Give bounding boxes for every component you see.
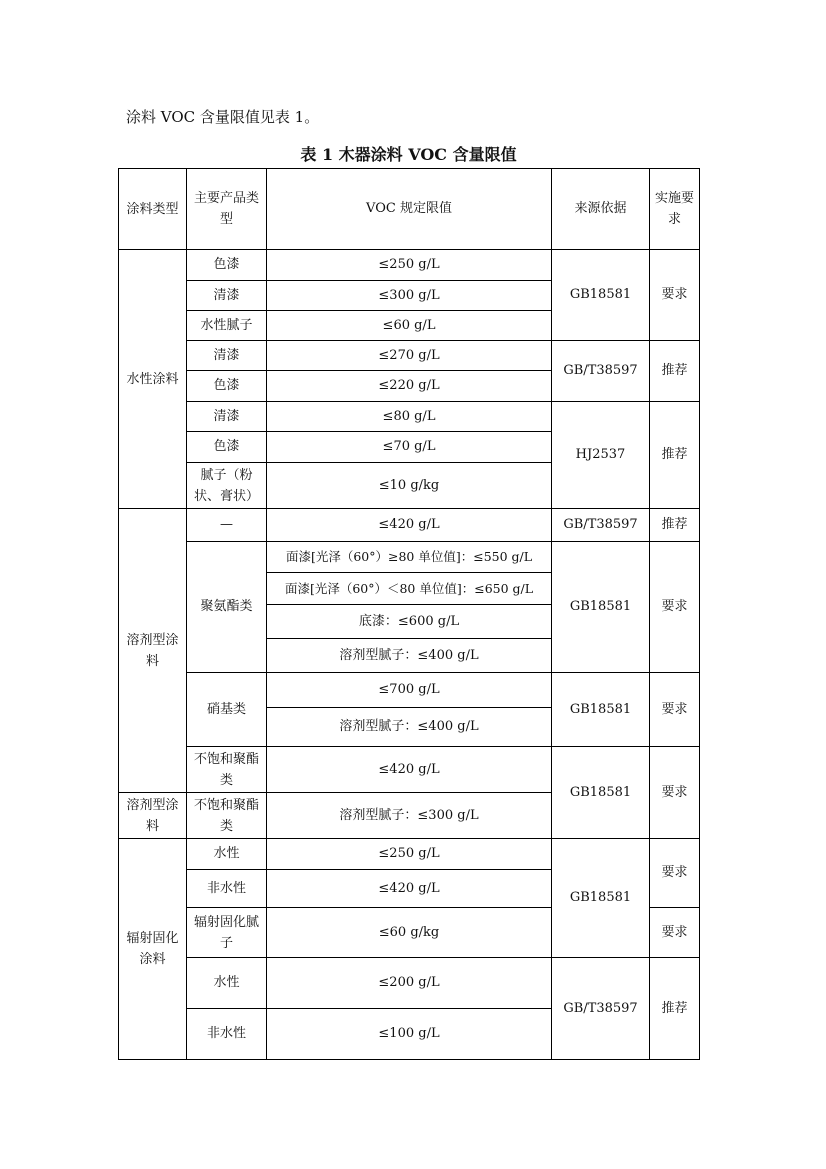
table-row: [119, 542, 700, 573]
product-cell: 色漆: [187, 250, 267, 281]
table-row: [119, 250, 700, 281]
header-row: [119, 169, 700, 250]
product-cell: 色漆: [187, 432, 267, 463]
requirement-cell: 要求: [650, 250, 700, 341]
limit-cell: ≤250 g/L: [267, 250, 552, 281]
limit-cell: 溶剂型腻子：≤400 g/L: [267, 639, 552, 673]
limit-cell: ≤200 g/L: [267, 958, 552, 1009]
header-source: 来源依据: [552, 169, 650, 250]
group-water: 水性涂料: [119, 250, 187, 509]
limit-cell: 面漆[光泽（60°）＜80 单位值]：≤650 g/L: [267, 573, 552, 605]
product-cell: 水性腻子: [187, 311, 267, 341]
table-row: [119, 341, 700, 371]
source-cell: GB/T38597: [552, 509, 650, 542]
limit-cell: 溶剂型腻子：≤300 g/L: [267, 793, 552, 839]
product-cell: 非水性: [187, 1009, 267, 1060]
source-cell: GB/T38597: [552, 341, 650, 402]
limit-cell: ≤420 g/L: [267, 747, 552, 793]
source-cell: GB18581: [552, 250, 650, 341]
requirement-cell: 推荐: [650, 402, 700, 509]
product-cell: 不饱和聚酯类: [187, 793, 267, 839]
limit-cell: ≤420 g/L: [267, 870, 552, 908]
header-type: 涂料类型: [119, 169, 187, 250]
limit-cell: 面漆[光泽（60°）≥80 单位值]：≤550 g/L: [267, 542, 552, 573]
limit-cell: ≤60 g/kg: [267, 908, 552, 958]
source-cell: GB18581: [552, 839, 650, 958]
group-radiation: 辐射固化涂料: [119, 839, 187, 1060]
table-caption: 表 1 木器涂料 VOC 含量限值: [300, 145, 517, 164]
table-row: [119, 747, 700, 793]
intro-text: 涂料 VOC 含量限值见表 1。: [126, 108, 320, 126]
limit-cell: ≤420 g/L: [267, 509, 552, 542]
limit-cell: ≤60 g/L: [267, 311, 552, 341]
source-cell: GB18581: [552, 673, 650, 747]
source-cell: GB18581: [552, 542, 650, 673]
product-cell: 水性: [187, 839, 267, 870]
source-cell: GB18581: [552, 747, 650, 839]
requirement-cell: 推荐: [650, 958, 700, 1060]
limit-cell: ≤80 g/L: [267, 402, 552, 432]
group-solvent-repeat: 溶剂型涂料: [119, 793, 187, 839]
source-cell: HJ2537: [552, 402, 650, 509]
limit-cell: ≤220 g/L: [267, 371, 552, 402]
product-cell: 水性: [187, 958, 267, 1009]
requirement-cell: 要求: [650, 839, 700, 908]
table-row: [119, 402, 700, 432]
product-cell: 不饱和聚酯类: [187, 747, 267, 793]
requirement-cell: 要求: [650, 747, 700, 839]
requirement-cell: 推荐: [650, 341, 700, 402]
product-cell: 聚氨酯类: [187, 542, 267, 673]
limit-cell: 底漆：≤600 g/L: [267, 605, 552, 639]
table-row: [119, 958, 700, 1009]
product-cell: —: [187, 509, 267, 542]
voc-limit-table: [118, 168, 700, 1060]
requirement-cell: 要求: [650, 542, 700, 673]
header-requirement: 实施要求: [650, 169, 700, 250]
product-cell: 硝基类: [187, 673, 267, 747]
limit-cell: ≤10 g/kg: [267, 463, 552, 509]
group-solvent: 溶剂型涂料: [119, 509, 187, 793]
source-cell: GB/T38597: [552, 958, 650, 1060]
limit-cell: 溶剂型腻子：≤400 g/L: [267, 708, 552, 747]
product-cell: 非水性: [187, 870, 267, 908]
product-cell: 清漆: [187, 402, 267, 432]
requirement-cell: 推荐: [650, 509, 700, 542]
table-row: [119, 839, 700, 870]
product-cell: 色漆: [187, 371, 267, 402]
requirement-cell: 要求: [650, 673, 700, 747]
limit-cell: ≤270 g/L: [267, 341, 552, 371]
limit-cell: ≤100 g/L: [267, 1009, 552, 1060]
header-limit: VOC 规定限值: [267, 169, 552, 250]
table-row: [119, 673, 700, 708]
product-cell: 腻子（粉状、膏状）: [187, 463, 267, 509]
header-product: 主要产品类型: [187, 169, 267, 250]
limit-cell: ≤250 g/L: [267, 839, 552, 870]
product-cell: 辐射固化腻子: [187, 908, 267, 958]
limit-cell: ≤300 g/L: [267, 281, 552, 311]
table-row: [119, 509, 700, 542]
limit-cell: ≤700 g/L: [267, 673, 552, 708]
product-cell: 清漆: [187, 341, 267, 371]
product-cell: 清漆: [187, 281, 267, 311]
limit-cell: ≤70 g/L: [267, 432, 552, 463]
requirement-cell: 要求: [650, 908, 700, 958]
